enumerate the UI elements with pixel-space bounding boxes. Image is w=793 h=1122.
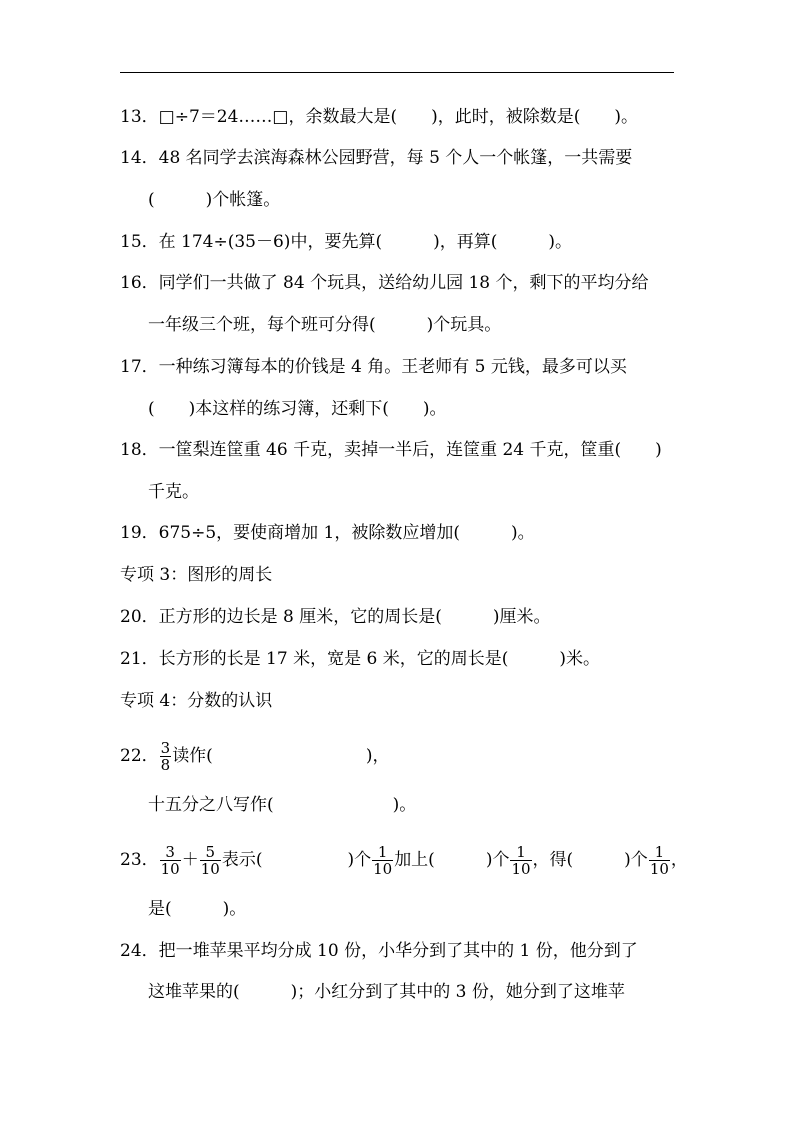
- line-q18a: 18．一筐梨连筐重 46 千克，卖掉一半后，连筐重 24 千克，筐重( ): [120, 440, 662, 460]
- fraction-5-10: $\frac{5}{10}$: [200, 843, 220, 878]
- line-q18b: 千克。: [148, 482, 199, 502]
- fraction-1-10: $\frac{1}{10}$: [373, 843, 393, 878]
- question-23-line-2: 是( )。: [148, 899, 247, 919]
- line-q21: 21．长方形的长是 17 米，宽是 6 米，它的周长是( )米。: [120, 649, 600, 669]
- line-q13: 13．□÷7＝24……□，余数最大是( )，此时，被除数是( )。: [120, 107, 638, 127]
- question-24-line-1: 24．把一堆苹果平均分成 10 份，小华分到了其中的 1 份，他分到了: [120, 941, 638, 961]
- line-q14b: ( )个帐篷。: [148, 190, 281, 210]
- question-22-line-2: 十五分之八写作( )。: [148, 795, 417, 815]
- line-q15: 15．在 174÷(35－6)中，要先算( )，再算( )。: [120, 232, 572, 252]
- line-s4: 专项 4：分数的认识: [120, 691, 273, 711]
- line-q16a: 16．同学们一共做了 84 个玩具，送给幼儿园 18 个，剩下的平均分给: [120, 273, 649, 293]
- question-22-line-1: [120, 740, 389, 773]
- fraction-1-10: $\frac{1}{10}$: [511, 843, 531, 878]
- line-q16b: 一年级三个班，每个班可分得( )个玩具。: [148, 315, 502, 335]
- plus-sign: ＋: [181, 850, 199, 870]
- line-s3: 专项 3：图形的周长: [120, 565, 273, 585]
- question-23-line-1: 23． $\frac{3}{10}$ ＋ $\frac{5}{10}$ 表示( )个 $\frac{1}{10}$ 加上( )个 $\frac{1}{10}$ ，得( )个 $\frac{1}{10}$ ，: [120, 843, 688, 878]
- question-text: 读作( )，: [172, 746, 390, 766]
- line-q17a: 17．一种练习簿每本的价钱是 4 角。王老师有 5 元钱，最多可以买: [120, 357, 627, 377]
- line-q14a: 14．48 名同学去滨海森林公园野营，每 5 个人一个帐篷，一共需要: [120, 148, 633, 168]
- fraction-1-10: $\frac{1}{10}$: [649, 843, 669, 878]
- line-q19: 19．675÷5，要使商增加 1，被除数应增加( )。: [120, 523, 535, 543]
- line-q17b: ( )本这样的练习簿，还剩下( )。: [148, 399, 447, 419]
- header-rule: [120, 72, 674, 73]
- line-q20: 20．正方形的边长是 8 厘米，它的周长是( )厘米。: [120, 607, 551, 627]
- question-number: 23．: [120, 850, 159, 870]
- question-number: 22．: [120, 746, 159, 766]
- question-24-line-2: 这堆苹果的( )；小红分到了其中的 3 份，她分到了这堆苹: [148, 982, 625, 1002]
- fraction-3-10: $\frac{3}{10}$: [160, 843, 180, 878]
- fraction-3-8: $\frac{3}{8}$: [160, 739, 171, 774]
